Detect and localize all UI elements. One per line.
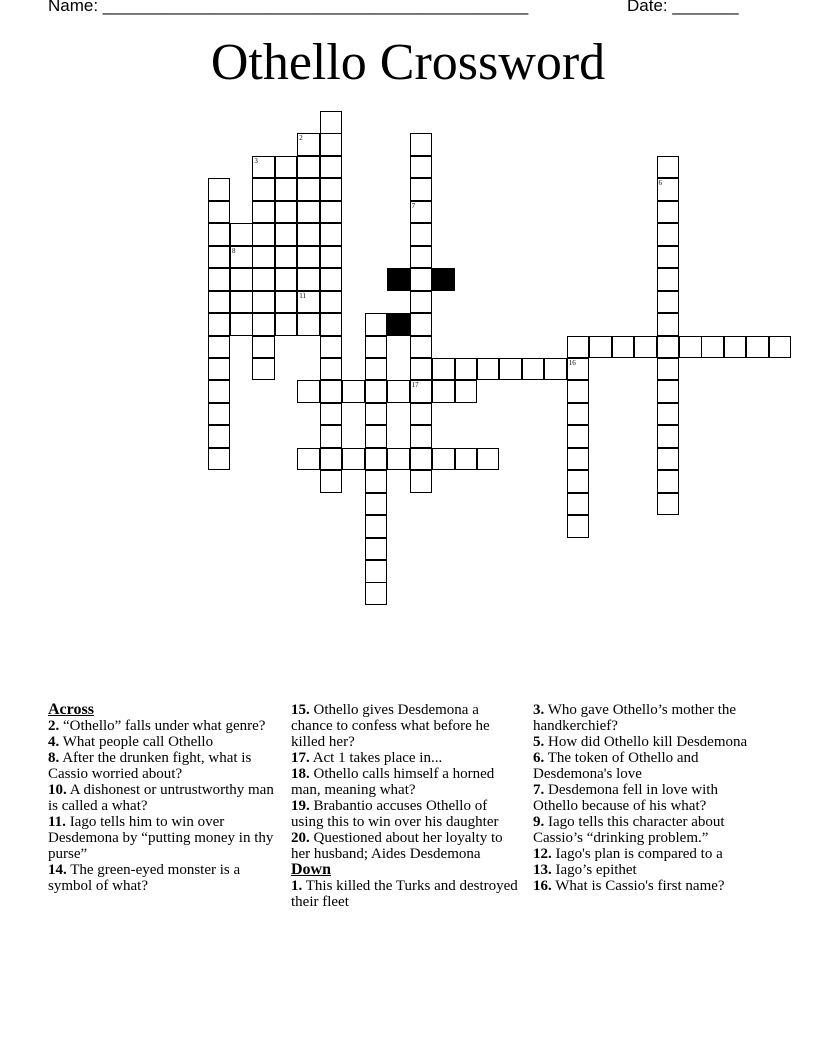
grid-cell[interactable] [208, 336, 231, 359]
cell-number: 7 [411, 201, 416, 210]
grid-cell[interactable] [208, 313, 231, 336]
grid-cell[interactable] [365, 380, 388, 403]
grid-cell[interactable] [657, 201, 680, 224]
grid-cell[interactable] [320, 291, 343, 314]
cell-number: 17 [411, 381, 419, 390]
clue-down-1 [291, 878, 523, 910]
grid-cell[interactable] [567, 425, 590, 448]
grid-cell[interactable] [297, 268, 320, 291]
grid-cell[interactable] [342, 380, 365, 403]
grid-cell[interactable] [567, 380, 590, 403]
grid-cell[interactable] [320, 201, 343, 224]
clue-number: 12. [533, 846, 552, 862]
clue-number: 19. [291, 798, 310, 814]
grid-cell[interactable] [410, 313, 433, 336]
grid-cell[interactable] [365, 470, 388, 493]
grid-cell[interactable] [477, 358, 500, 381]
clue-number: 13. [533, 862, 552, 878]
grid-cell[interactable] [297, 133, 320, 156]
grid-cell[interactable] [410, 448, 433, 471]
grid-cell[interactable] [701, 336, 724, 359]
clue-down-13 [533, 862, 765, 878]
clue-down-5 [533, 734, 765, 750]
grid-cell[interactable] [230, 223, 253, 246]
grid-cell[interactable] [410, 201, 433, 224]
grid-cell[interactable] [522, 358, 545, 381]
clue-text: A dishonest or untrustworthy man is called a what? [48, 782, 274, 814]
grid-cell[interactable] [230, 291, 253, 314]
clue-down-9 [533, 814, 765, 846]
clue-text: The green-eyed monster is a symbol of what? [48, 862, 241, 894]
clue-column-1 [48, 702, 276, 894]
clue-text: After the drunken fight, what is Cassio worried about? [48, 750, 252, 782]
grid-cell[interactable] [589, 336, 612, 359]
cell-number: 8 [232, 246, 236, 255]
grid-block [387, 268, 410, 291]
grid-cell[interactable] [275, 201, 298, 224]
grid-cell[interactable] [230, 313, 253, 336]
grid-cell[interactable] [320, 358, 343, 381]
grid-cell[interactable] [410, 178, 433, 201]
grid-cell[interactable] [208, 291, 231, 314]
grid-cell[interactable] [275, 246, 298, 269]
grid-cell[interactable] [410, 268, 433, 291]
grid-cell[interactable] [365, 582, 388, 605]
grid-cell[interactable] [252, 268, 275, 291]
grid-cell[interactable] [208, 403, 231, 426]
clue-across-20 [291, 830, 523, 862]
grid-cell[interactable] [657, 246, 680, 269]
clue-across-2 [48, 718, 276, 734]
grid-cell[interactable] [320, 425, 343, 448]
clue-number: 16. [533, 878, 552, 894]
grid-cell[interactable] [657, 425, 680, 448]
clue-number: 17. [291, 750, 310, 766]
grid-cell[interactable] [275, 313, 298, 336]
grid-cell[interactable] [320, 380, 343, 403]
clue-text: This killed the Turks and destroyed their fleet [291, 878, 518, 910]
grid-cell[interactable] [365, 493, 388, 516]
clue-text: Act 1 takes place in... [312, 750, 443, 766]
grid-cell[interactable] [275, 291, 298, 314]
clue-text: Brabantio accuses Othello of using this to win over his daughter [291, 798, 499, 830]
grid-cell[interactable] [252, 313, 275, 336]
grid-cell[interactable] [320, 223, 343, 246]
grid-cell[interactable] [657, 291, 680, 314]
grid-cell[interactable] [252, 178, 275, 201]
clue-across-14 [48, 862, 276, 894]
grid-cell[interactable] [275, 223, 298, 246]
grid-cell[interactable] [657, 358, 680, 381]
grid-cell[interactable] [455, 358, 478, 381]
grid-cell[interactable] [724, 336, 747, 359]
grid-cell[interactable] [252, 336, 275, 359]
grid-cell[interactable] [567, 493, 590, 516]
grid-cell[interactable] [252, 223, 275, 246]
clue-down-12 [533, 846, 765, 862]
grid-cell[interactable] [208, 358, 231, 381]
grid-cell[interactable] [320, 313, 343, 336]
grid-cell[interactable] [410, 336, 433, 359]
grid-cell[interactable] [365, 358, 388, 381]
clue-text: The token of Othello and Desdemona's love [533, 750, 699, 782]
clue-text: Iago tells him to win over Desdemona by “putting money in thy purse” [48, 814, 274, 862]
clue-text: How did Othello kill Desdemona [548, 734, 748, 750]
cell-number: 16 [568, 358, 576, 367]
grid-cell[interactable] [567, 448, 590, 471]
grid-cell[interactable] [297, 380, 320, 403]
clue-number: 2. [48, 718, 60, 734]
clue-text: What people call Othello [62, 734, 214, 750]
clue-text: Othello calls himself a horned man, meaning what? [291, 766, 495, 798]
clue-across-19 [291, 798, 523, 830]
grid-cell[interactable] [410, 246, 433, 269]
clue-down-3 [533, 702, 765, 734]
grid-cell[interactable] [230, 246, 253, 269]
cell-number: 3 [254, 156, 258, 165]
clue-text: Iago’s epithet [555, 862, 637, 878]
clue-column-2 [291, 702, 523, 910]
clue-down-7 [533, 782, 765, 814]
grid-cell[interactable] [544, 358, 567, 381]
grid-cell[interactable] [208, 425, 231, 448]
grid-cell[interactable] [432, 380, 455, 403]
grid-cell[interactable] [208, 448, 231, 471]
grid-cell[interactable] [252, 201, 275, 224]
clue-across-10 [48, 782, 276, 814]
grid-cell[interactable] [567, 403, 590, 426]
grid-cell[interactable] [432, 448, 455, 471]
grid-cell[interactable] [567, 470, 590, 493]
grid-cell[interactable] [455, 380, 478, 403]
grid-cell[interactable] [657, 448, 680, 471]
clue-down-6 [533, 750, 765, 782]
grid-cell[interactable] [297, 313, 320, 336]
clue-number: 6. [533, 750, 545, 766]
grid-cell[interactable] [387, 380, 410, 403]
grid-cell[interactable] [657, 268, 680, 291]
page-title: Othello Crossword [210, 34, 606, 91]
name-field-label: Name: _____________________________________________ [48, 0, 529, 15]
grid-cell[interactable] [365, 403, 388, 426]
clue-text: “Othello” falls under what genre? [63, 718, 266, 734]
clue-text: Iago tells this character about Cassio’s “drinking problem.” [533, 814, 725, 846]
grid-cell[interactable] [410, 156, 433, 179]
down-heading: Down [291, 861, 332, 878]
clue-across-11 [48, 814, 276, 862]
clue-number: 20. [291, 830, 310, 846]
clue-across-8 [48, 750, 276, 782]
clue-number: 10. [48, 782, 67, 798]
clue-across-15 [291, 702, 523, 750]
date-field-label: Date: _______ [627, 0, 739, 15]
grid-cell[interactable] [657, 156, 680, 179]
grid-cell[interactable] [410, 425, 433, 448]
grid-cell[interactable] [252, 358, 275, 381]
clue-across-17 [291, 750, 523, 766]
grid-cell[interactable] [320, 133, 343, 156]
clue-text: Questioned about her loyalty to her husband; Aides Desdemona [291, 830, 503, 862]
clue-text: Desdemona fell in love with Othello because of his what? [533, 782, 718, 814]
grid-cell[interactable] [410, 133, 433, 156]
grid-cell[interactable] [365, 448, 388, 471]
grid-cell[interactable] [275, 178, 298, 201]
grid-cell[interactable] [657, 313, 680, 336]
grid-cell[interactable] [208, 380, 231, 403]
grid-cell[interactable] [657, 223, 680, 246]
grid-cell[interactable] [297, 223, 320, 246]
grid-cell[interactable] [432, 358, 455, 381]
grid-cell[interactable] [297, 448, 320, 471]
grid-cell[interactable] [208, 178, 231, 201]
grid-cell[interactable] [275, 156, 298, 179]
grid-cell[interactable] [252, 246, 275, 269]
grid-cell[interactable] [320, 268, 343, 291]
clue-across-4 [48, 734, 276, 750]
grid-cell[interactable] [297, 156, 320, 179]
clue-down-16 [533, 878, 765, 894]
grid-cell[interactable] [365, 425, 388, 448]
clue-text: What is Cassio's first name? [555, 878, 725, 894]
grid-cell[interactable] [208, 201, 231, 224]
clue-number: 9. [533, 814, 545, 830]
grid-cell[interactable] [499, 358, 522, 381]
clue-column-3 [533, 702, 765, 894]
clue-text: Othello gives Desdemona a chance to confess what before he killed her? [291, 702, 490, 750]
grid-cell[interactable] [297, 291, 320, 314]
across-heading: Across [48, 701, 94, 718]
grid-cell[interactable] [365, 313, 388, 336]
grid-cell[interactable] [657, 380, 680, 403]
grid-cell[interactable] [320, 336, 343, 359]
clue-number: 14. [48, 862, 67, 878]
grid-cell[interactable] [634, 336, 657, 359]
grid-cell[interactable] [297, 201, 320, 224]
grid-cell[interactable] [230, 268, 253, 291]
clue-text: Who gave Othello’s mother the handkerchief? [533, 702, 737, 734]
grid-cell[interactable] [387, 448, 410, 471]
grid-cell[interactable] [208, 246, 231, 269]
grid-cell[interactable] [320, 470, 343, 493]
grid-cell[interactable] [657, 493, 680, 516]
clue-number: 7. [533, 782, 545, 798]
grid-cell[interactable] [297, 246, 320, 269]
grid-cell[interactable] [477, 448, 500, 471]
grid-cell[interactable] [320, 448, 343, 471]
grid-cell[interactable] [365, 336, 388, 359]
grid-cell[interactable] [567, 336, 590, 359]
clue-number: 11. [48, 814, 66, 830]
grid-cell[interactable] [410, 380, 433, 403]
grid-cell[interactable] [657, 178, 680, 201]
grid-cell[interactable] [320, 246, 343, 269]
grid-cell[interactable] [365, 560, 388, 583]
clue-number: 5. [533, 734, 545, 750]
grid-cell[interactable] [769, 336, 792, 359]
grid-cell[interactable] [342, 448, 365, 471]
clue-number: 18. [291, 766, 310, 782]
grid-cell[interactable] [410, 291, 433, 314]
cell-number: 11 [299, 291, 307, 300]
grid-cell[interactable] [320, 178, 343, 201]
clue-number: 1. [291, 878, 303, 894]
grid-cell[interactable] [275, 268, 298, 291]
grid-cell[interactable] [679, 336, 702, 359]
grid-cell[interactable] [320, 111, 343, 134]
grid-cell[interactable] [365, 515, 388, 538]
grid-block [432, 268, 455, 291]
grid-cell[interactable] [567, 515, 590, 538]
cell-number: 2 [299, 134, 303, 143]
grid-cell[interactable] [365, 538, 388, 561]
clue-number: 3. [533, 702, 545, 718]
grid-cell[interactable] [208, 268, 231, 291]
cell-number: 6 [658, 179, 662, 188]
grid-cell[interactable] [410, 403, 433, 426]
grid-cell[interactable] [746, 336, 769, 359]
grid-cell[interactable] [297, 178, 320, 201]
clue-text: Iago's plan is compared to a [555, 846, 723, 862]
grid-cell[interactable] [320, 156, 343, 179]
grid-cell[interactable] [455, 448, 478, 471]
clue-number: 4. [48, 734, 60, 750]
grid-cell[interactable] [657, 403, 680, 426]
grid-cell[interactable] [320, 403, 343, 426]
grid-cell[interactable] [612, 336, 635, 359]
clue-number: 15. [291, 702, 310, 718]
grid-cell[interactable] [252, 156, 275, 179]
grid-cell[interactable] [567, 358, 590, 381]
grid-cell[interactable] [410, 358, 433, 381]
grid-block [387, 313, 410, 336]
grid-cell[interactable] [657, 336, 680, 359]
clue-across-18 [291, 766, 523, 798]
clue-number: 8. [48, 750, 60, 766]
grid-cell[interactable] [410, 470, 433, 493]
grid-cell[interactable] [410, 223, 433, 246]
grid-cell[interactable] [208, 223, 231, 246]
grid-cell[interactable] [657, 470, 680, 493]
grid-cell[interactable] [252, 291, 275, 314]
